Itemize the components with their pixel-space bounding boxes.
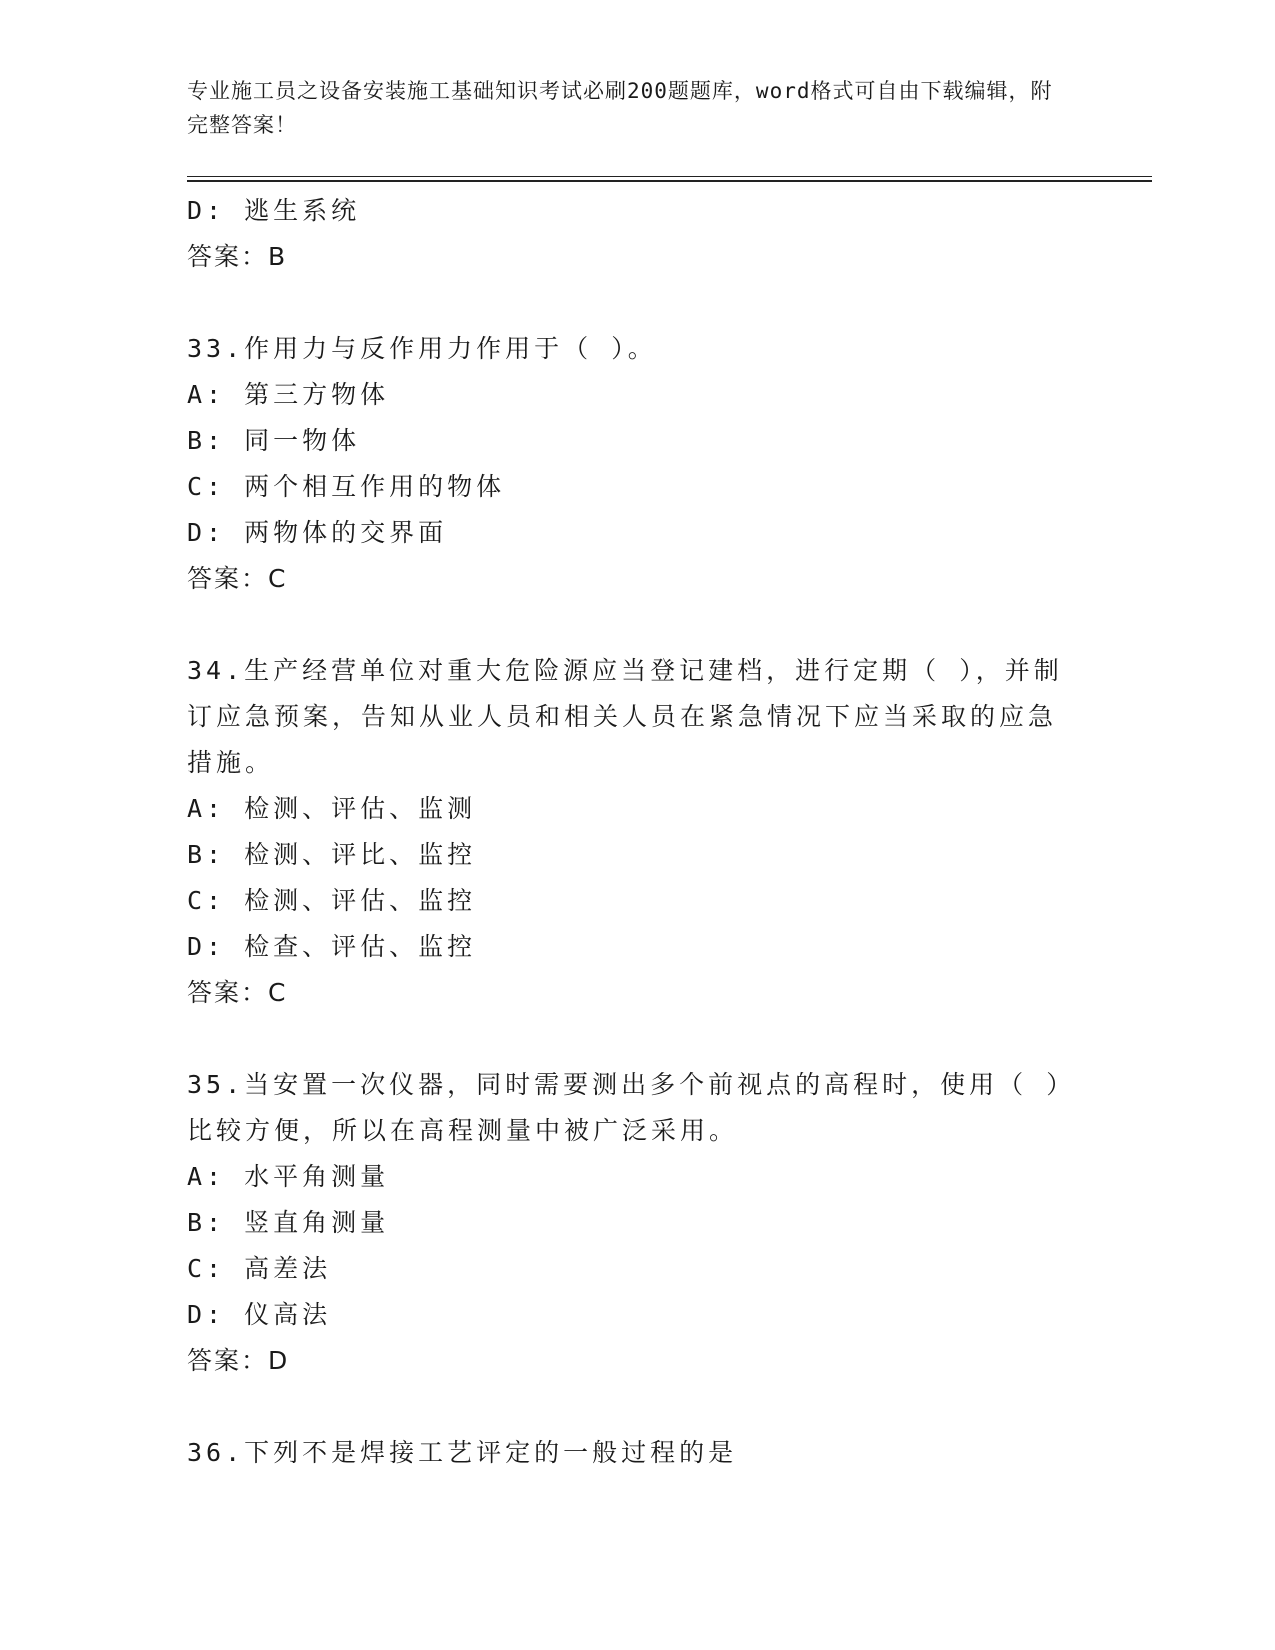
option-d: D: 仪高法 — [187, 1300, 332, 1329]
answer: 答案：D — [187, 1346, 290, 1375]
header-rule-thick — [187, 180, 1152, 182]
spacer — [187, 280, 1067, 326]
spacer — [187, 1016, 1067, 1062]
option-a: A: 水平角测量 — [187, 1162, 390, 1191]
question-33 — [187, 326, 1067, 602]
answer: 答案：B — [187, 242, 288, 271]
option-a: A: 第三方物体 — [187, 380, 390, 409]
question-stem: 33.作用力与反作用力作用于（ ）。 — [187, 334, 657, 363]
question-35 — [187, 1062, 1067, 1384]
option-c: C: 高差法 — [187, 1254, 332, 1283]
option-d: D: 两物体的交界面 — [187, 518, 448, 547]
question-36 — [187, 1430, 1067, 1476]
option-b: B: 竖直角测量 — [187, 1208, 390, 1237]
spacer — [187, 1384, 1067, 1430]
question-stem: 36.下列不是焊接工艺评定的一般过程的是 — [187, 1438, 738, 1467]
option-c: C: 检测、评估、监控 — [187, 886, 477, 915]
question-stem: 34.生产经营单位对重大危险源应当登记建档，进行定期（ ），并制订应急预案，告知从业人员和相关人员在紧急情况下应当采取的应急措施。 — [187, 656, 1063, 777]
option-d: D: 检查、评估、监控 — [187, 932, 477, 961]
option-c: C: 两个相互作用的物体 — [187, 472, 506, 501]
option-a: A: 检测、评估、监测 — [187, 794, 477, 823]
spacer — [187, 602, 1067, 648]
question-34 — [187, 648, 1067, 1016]
option-d: D: 逃生系统 — [187, 196, 361, 225]
answer: 答案：C — [187, 978, 288, 1007]
question-stem: 35.当安置一次仪器，同时需要测出多个前视点的高程时，使用（ ）比较方便，所以在高程测量中被广泛采用。 — [187, 1070, 1063, 1145]
header-rule-thin — [187, 176, 1152, 177]
question-content — [187, 188, 1067, 1476]
option-b: B: 检测、评比、监控 — [187, 840, 477, 869]
page-header: 专业施工员之设备安装施工基础知识考试必刷200题题库，word格式可自由下载编辑，附完整答案！ — [187, 79, 1053, 137]
answer: 答案：C — [187, 564, 288, 593]
option-b: B: 同一物体 — [187, 426, 361, 455]
